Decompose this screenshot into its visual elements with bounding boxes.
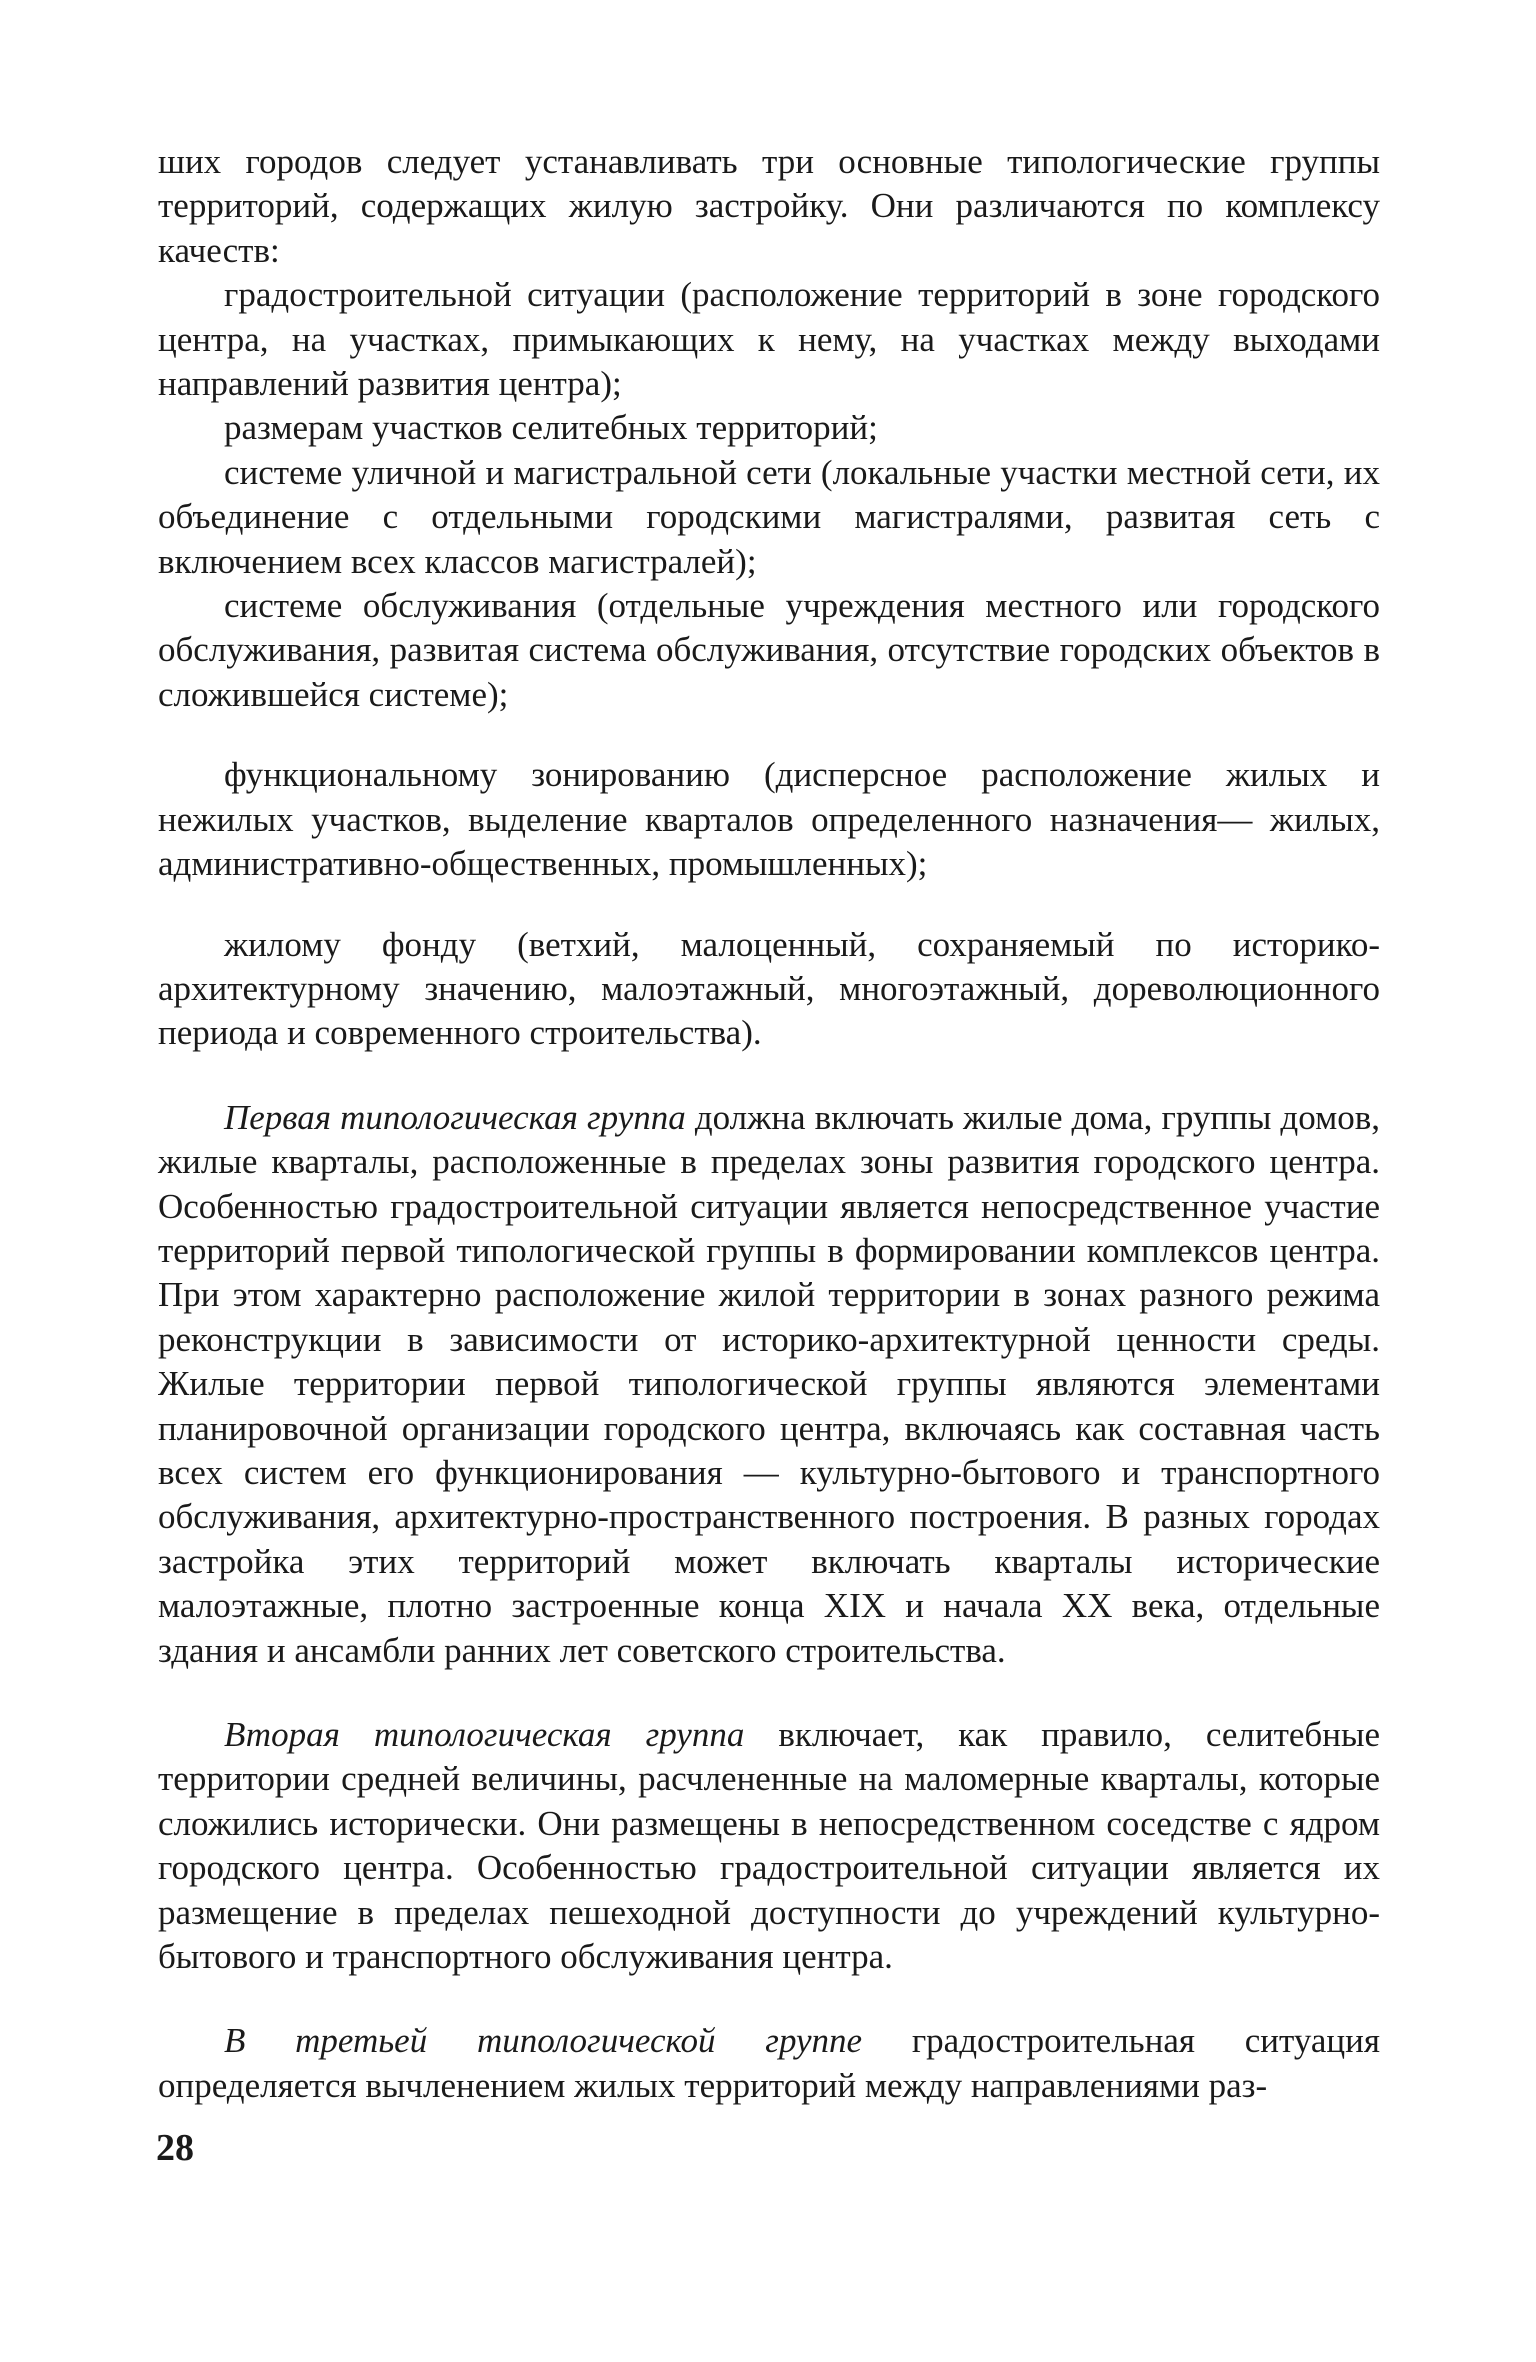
paragraph-housing-stock — [158, 923, 1380, 1056]
paragraph-street-network — [158, 451, 1380, 584]
paragraph-text: функциональному зонированию (дисперсное расположение жилых и нежилых участков, выделение кварталов определенного назначения— жилых, административно-общественных, промышленных); — [158, 755, 1380, 884]
paragraph-text: системе уличной и магистральной сети (локальные участки местной сети, их объединение с отдельными городскими магистралями, развитая сеть с включением всех классов магистралей); — [158, 452, 1380, 581]
paragraph-text: размерам участков селитебных территорий; — [224, 408, 878, 448]
paragraph-service-system — [158, 584, 1380, 717]
paragraph-text: градостроительная ситуация определяется вычленением жилых территорий между направлениями раз- — [158, 2021, 1380, 2105]
paragraph-intro — [158, 140, 1380, 273]
page-number: 28 — [156, 2127, 194, 2169]
paragraph-first-group — [158, 1096, 1380, 1673]
paragraph-plot-sizes — [158, 406, 1380, 450]
paragraph-text: системе обслуживания (отдельные учреждения местного или городского обслуживания, развитая система обслуживания, отсутствие городских объектов в сложившейся системе); — [158, 586, 1380, 714]
paragraph-lead-italic: Вторая типологическая группа — [224, 1715, 745, 1754]
paragraph-lead-italic: Первая типологическая группа — [224, 1097, 686, 1137]
paragraph-urban-situation — [158, 273, 1380, 406]
paragraph-second-group — [158, 1713, 1380, 1979]
document-page-body — [158, 140, 1380, 2108]
paragraph-lead-italic: В третьей типологической группе — [224, 2021, 863, 2061]
paragraph-text: жилому фонду (ветхий, малоценный, сохраняемый по историко-архитектурному значению, малоэтажный, многоэтажный, дореволюционного периода и современного строительства). — [158, 924, 1380, 1053]
paragraph-text: включает, как правило, селитебные территории средней величины, расчлененные на маломерные кварталы, которые сложились исторически. Они размещены в непосредственном соседстве с ядром городского центра. Особенностью градостроительной ситуации является их размещение в пределах пешеходной доступности до учреждений культурно-бытового и транспортного обслуживания центра. — [158, 1715, 1381, 1977]
paragraph-text: должна включать жилые дома, группы домов, жилые кварталы, расположенные в пределах зоны развития городского центра. Особенностью градостроительной ситуации является непосредственное участие территорий первой типологической группы в формировании комплексов центра. При этом характерно расположение жилой территории в зонах разного режима реконструкции в зависимости от историко-архитектурной ценности среды. Жилые территории первой типологической группы являются элементами планировочной организации городского центра, включаясь как составная часть всех систем его функционирования — культурно-бытового и транспортного обслуживания, архитектурно-пространственного построения. В разных городах застройка этих территорий может включать кварталы исторические малоэтажные, плотно застроенные конца XIX и начала XX века, отдельные здания и ансамбли ранних лет советского строительства. — [158, 1097, 1380, 1670]
paragraph-text: градостроительной ситуации (расположение территорий в зоне городского центра, на участках, примыкающих к нему, на участках между выходами направлений развития центра); — [158, 275, 1380, 404]
paragraph-text: ших городов следует устанавливать три основные типологические группы территорий, содержащих жилую застройку. Они различаются по комплексу качеств: — [158, 142, 1380, 270]
paragraph-third-group — [158, 2019, 1380, 2108]
paragraph-zoning — [158, 753, 1380, 886]
